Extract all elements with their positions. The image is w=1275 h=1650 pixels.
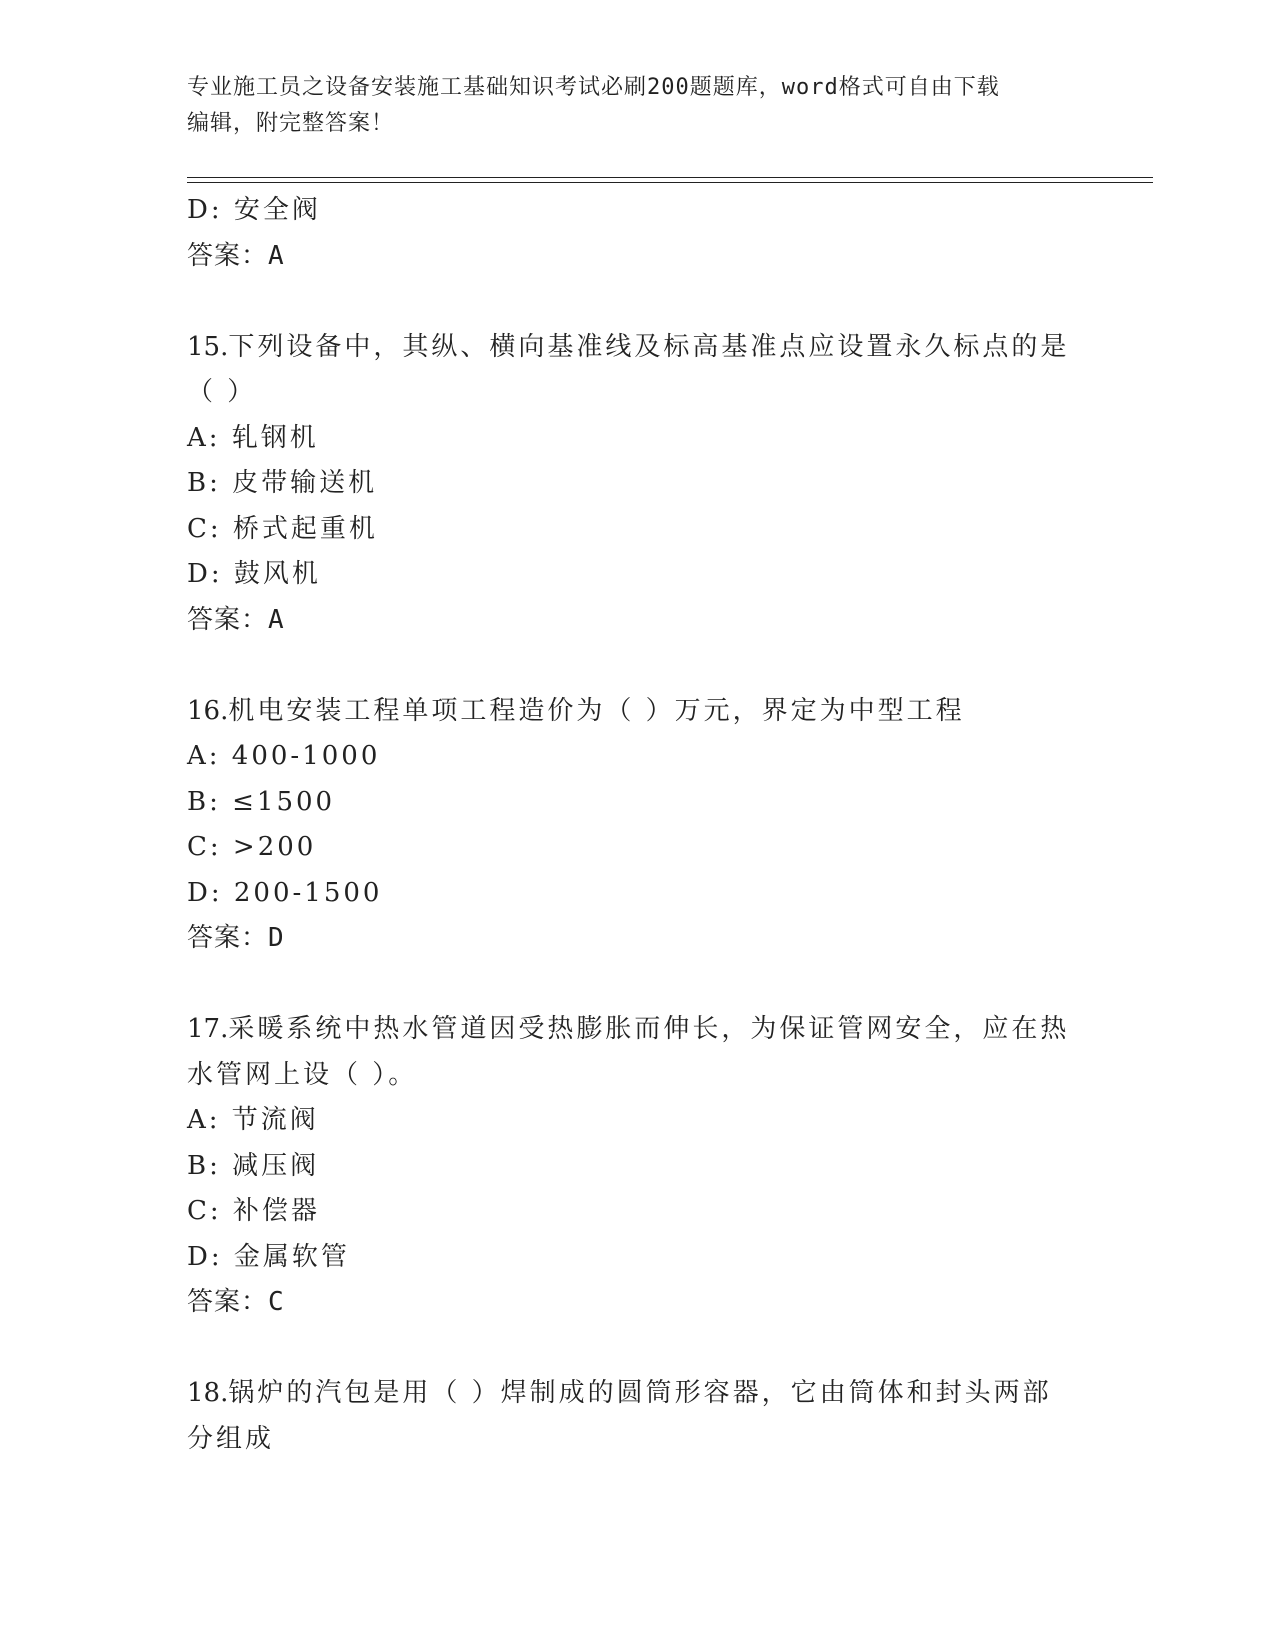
question-stem — [187, 689, 1087, 735]
spacer — [187, 643, 1087, 689]
option-a: A: 节流阀 — [187, 1105, 319, 1135]
answer-label: 答案： — [187, 240, 269, 271]
option-b: B: 减压阀 — [187, 1150, 320, 1181]
question-number: 16. — [187, 695, 229, 726]
question-text: 下列设备中，其纵、横向基准线及标高基准点应设置永久标点的是 — [228, 331, 1070, 362]
question-text-continued: 水管网上设（ ）。 — [187, 1059, 418, 1090]
question-text: 锅炉的汽包是用（ ）焊制成的圆筒形容器，它由筒体和封头两部 — [228, 1378, 1052, 1408]
question-text: 机电安装工程单项工程造价为（ ）万元，界定为中型工程 — [228, 695, 965, 726]
answer-value: A — [268, 604, 285, 635]
option-d: D: 200-1500 — [187, 877, 383, 908]
question-stem — [187, 1007, 1087, 1053]
answer-line — [187, 916, 1087, 962]
question-list — [187, 188, 1087, 1462]
question-text-continued: （ ） — [187, 377, 257, 407]
answer-value: A — [268, 240, 285, 271]
option-b: B: 皮带输送机 — [187, 468, 378, 498]
question-text-continued: 分组成 — [187, 1423, 275, 1454]
answer-label: 答案： — [187, 923, 269, 953]
option-d: D: 金属软管 — [187, 1241, 350, 1272]
question-text: 采暖系统中热水管道因受热膨胀而伸长，为保证管网安全，应在热 — [228, 1014, 1070, 1044]
option-b: B: ≤1500 — [187, 786, 336, 817]
option-d: D: 安全阀 — [187, 195, 321, 225]
question-stem — [187, 325, 1087, 371]
option-c: C: 补偿器 — [187, 1196, 320, 1226]
question-number: 18. — [187, 1378, 229, 1408]
answer-label: 答案： — [187, 604, 269, 635]
option-d: D: 鼓风机 — [187, 559, 321, 589]
option-c: C: >200 — [187, 832, 317, 862]
header-title-line1: 专业施工员之设备安装施工基础知识考试必刷200题题库，word格式可自由下载 — [187, 75, 1000, 100]
answer-line — [187, 234, 1087, 280]
question-stem — [187, 1371, 1087, 1417]
option-c: C: 桥式起重机 — [187, 513, 378, 544]
spacer — [187, 1326, 1087, 1372]
header-title-line2: 编辑，附完整答案！ — [187, 111, 395, 136]
question-number: 15. — [187, 331, 229, 362]
answer-value: D — [268, 923, 285, 953]
answer-value: C — [268, 1287, 285, 1317]
question-number: 17. — [187, 1014, 229, 1044]
answer-line — [187, 1280, 1087, 1326]
option-a: A: 400-1000 — [187, 741, 381, 771]
spacer — [187, 279, 1087, 325]
answer-line — [187, 598, 1087, 644]
spacer — [187, 962, 1087, 1008]
option-a: A: 轧钢机 — [187, 422, 319, 453]
answer-label: 答案： — [187, 1287, 269, 1317]
header-divider — [187, 177, 1153, 183]
document-header — [187, 70, 1087, 142]
